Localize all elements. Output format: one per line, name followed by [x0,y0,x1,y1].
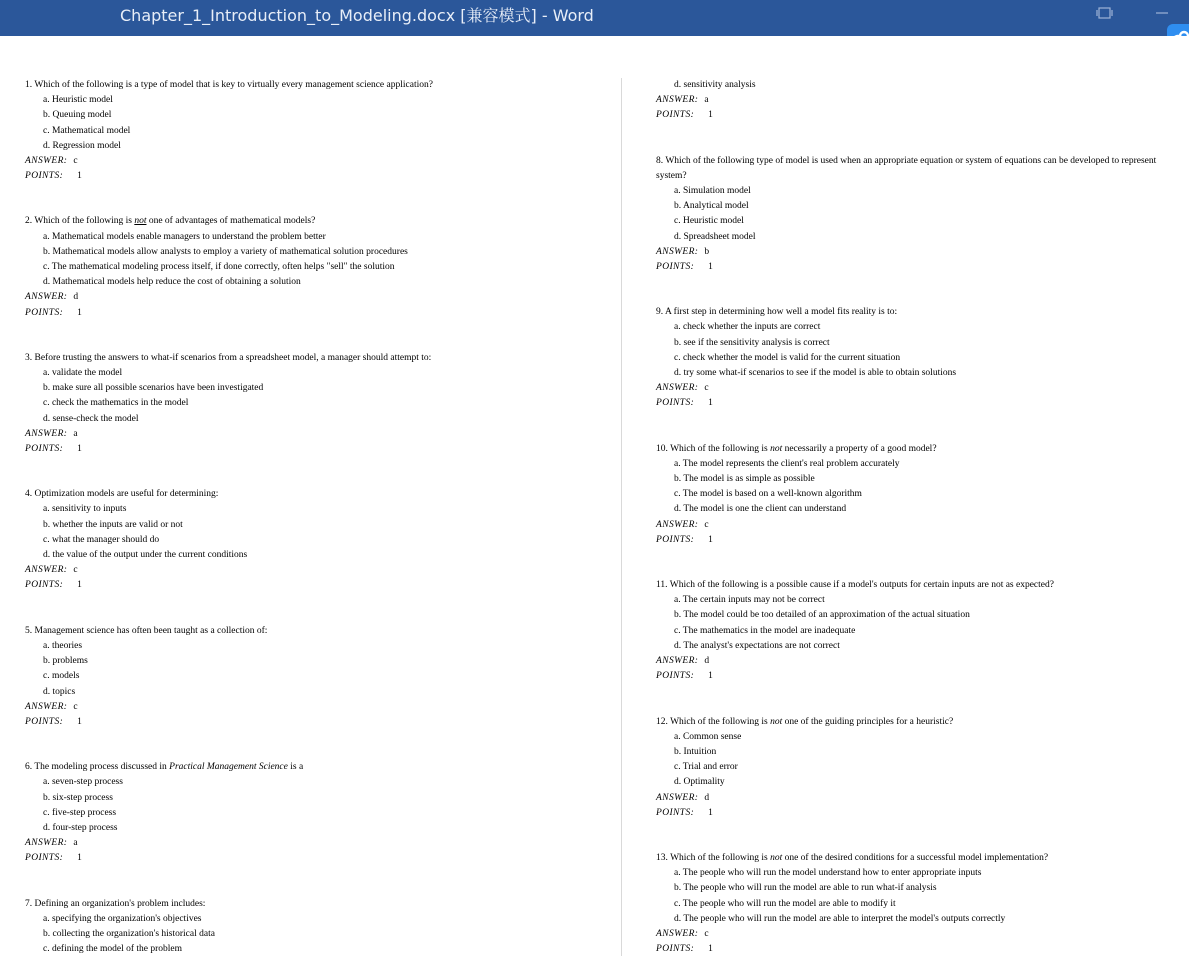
question-5 [25,624,615,730]
points-label: POINTS: [656,944,695,955]
answer-option: c. check whether the model is valid for the current situation [674,352,901,363]
points-label: POINTS: [25,444,64,455]
answer-option: c. check the mathematics in the model [43,398,189,409]
answer-option: b. see if the sensitivity analysis is correct [674,337,830,348]
answer-option: c. five-step process [43,807,117,818]
question-10 [656,442,1189,548]
answer-option: c. Mathematical model [43,125,131,136]
minimize-button[interactable] [1150,4,1174,22]
question-text [656,442,1189,457]
question-6 [25,760,615,866]
answer-value: a [73,428,78,439]
question-text [25,78,615,93]
answer-option: d. topics [43,686,76,697]
question-text-end: one of advantages of mathematical models? [146,216,316,227]
points-value: 1 [708,110,713,121]
answer-label: ANSWER: [25,156,68,167]
answer-option: b. Mathematical models allow analysts to employ a variety of mathematical solution procedures [43,246,408,257]
question-3 [25,351,615,457]
answer-line [25,563,615,578]
question-4 [25,487,615,593]
question-text [656,715,1189,730]
question-spacer [25,867,615,897]
points-value: 1 [77,853,82,864]
question-text-start: 12. Which of the following is [656,716,771,727]
answer-option: a. seven-step process [43,777,123,788]
points-value: 1 [708,534,713,545]
right-column [656,78,1189,957]
answer-label: ANSWER: [656,928,699,939]
points-value: 1 [708,262,713,273]
answer-option: c. what the manager should do [43,534,160,545]
answer-line [25,700,615,715]
question-text-end: is a [287,762,304,773]
question-text [656,154,1189,169]
question-12 [656,715,1189,821]
question-text-start: 8. Which of the following type of model is used when an appropriate equation or system of equations can be developed to represent [656,155,1157,166]
points-value: 1 [77,171,82,182]
points-label: POINTS: [656,110,695,121]
question-7 [25,897,615,958]
answer-option: b. whether the inputs are valid or not [43,519,183,530]
points-line [25,715,615,730]
question-text-start: 13. Which of the following is [656,852,771,863]
answer-label: ANSWER: [25,292,68,303]
answer-option: d. four-step process [43,822,118,833]
restore-icon [1094,4,1116,22]
points-line [656,396,1189,411]
points-value: 1 [77,580,82,591]
title-bar [0,0,1189,36]
answer-option: c. The mathematics in the model are inadequate [674,625,856,636]
answer-value: c [73,565,78,576]
answer-option: a. Mathematical models enable managers to understand the problem better [43,231,326,242]
option-7-d: d. sensitivity analysis [674,80,756,90]
question-text-start: 10. Which of the following is [656,443,771,454]
answer-option: d. The people who will run the model are able to interpret the model's outputs correctly [674,913,1006,924]
question-spacer [656,821,1189,851]
question-spacer [656,124,1189,154]
points-line [656,942,1189,957]
answer-label: ANSWER: [25,428,68,439]
points-label: POINTS: [656,671,695,682]
answer-line [656,654,1189,669]
question-text [25,760,615,775]
question-9 [656,305,1189,411]
points-value: 1 [77,444,82,455]
answer-option: b. The model is as simple as possible [674,474,815,485]
answer-label: ANSWER: [656,383,699,394]
points-line-7 [656,108,1189,123]
answer-option: a. The certain inputs may not be correct [674,595,825,606]
question-text-end: one of the guiding principles for a heuristic? [782,716,954,727]
answer-option: c. models [43,671,80,682]
points-label: POINTS: [656,262,695,273]
points-label: POINTS: [25,853,64,864]
answer-option: a. theories [43,640,83,651]
answer-option: a. Simulation model [674,186,751,197]
question-text-start: 5. Management science has often been taught as a collection of: [25,625,268,636]
answer-value: c [704,519,709,530]
points-value: 1 [77,307,82,318]
answer-line-7 [656,93,1189,108]
answer-option: a. specifying the organization's objectives [43,913,202,924]
answer-line [25,290,615,305]
answer-option: b. Intuition [674,746,717,757]
answer-option: a. sensitivity to inputs [43,504,127,515]
points-label: POINTS: [25,307,64,318]
answer-option: d. Regression model [43,140,121,151]
answer-option: a. Common sense [674,731,742,742]
question-text [25,214,615,229]
answer-option: d. the value of the output under the current conditions [43,550,248,561]
answer-value: a [704,95,709,106]
points-label: POINTS: [25,580,64,591]
answer-option: c. Trial and error [674,762,738,773]
answer-value: d [73,292,79,303]
answer-option: d. The analyst's expectations are not correct [674,640,840,651]
question-text-start: 1. Which of the following is a type of model that is key to virtually every management science application? [25,80,433,90]
question-spacer [25,594,615,624]
answer-line [25,154,615,169]
question-text-start: 11. Which of the following is a possible cause if a model's outputs for certain inputs are not as expected? [656,580,1054,591]
answer-line [656,518,1189,533]
answer-line [25,427,615,442]
question-text-line2: system? [656,170,687,181]
question-text-end: necessarily a property of a good model? [782,443,937,454]
answer-value: b [704,246,710,257]
answer-option: b. The model could be too detailed of an approximation of the actual situation [674,610,970,621]
answer-option: d. Mathematical models help reduce the cost of obtaining a solution [43,277,301,288]
question-spacer [25,321,615,351]
points-line [656,806,1189,821]
question-text-emphasis: not [134,216,147,227]
answer-option: c. The model is based on a well-known algorithm [674,489,862,500]
points-value: 1 [708,944,713,955]
question-1 [25,78,615,184]
points-line [25,578,615,593]
question-text-start: 3. Before trusting the answers to what-if scenarios from a spreadsheet model, a manager should attempt to: [25,352,432,363]
question-text [656,578,1189,593]
answer-option: a. The model represents the client's real problem accurately [674,458,900,469]
answer-option: d. try some what-if scenarios to see if the model is able to obtain solutions [674,368,957,379]
answer-label: ANSWER: [25,838,68,849]
question-text [25,487,615,502]
question-spacer [25,184,615,214]
points-value: 1 [708,671,713,682]
column-divider [621,78,622,956]
answer-label: ANSWER: [656,519,699,530]
points-line [656,669,1189,684]
question-text [25,351,615,366]
answer-value: c [73,156,78,167]
points-line [25,169,615,184]
points-value: 1 [77,716,82,727]
points-value: 1 [708,398,713,409]
answer-option: b. The people who will run the model are able to run what-if analysis [674,883,937,894]
question-2 [25,214,615,320]
question-text-start: 2. Which of the following is [25,216,135,227]
window-title: Chapter_1_Introduction_to_Modeling.docx [兼容模式] - Word [120,6,594,25]
answer-option: c. The people who will run the model are able to modify it [674,898,896,909]
points-label: POINTS: [25,171,64,182]
question-text [25,624,615,639]
question-text-emphasis: not [770,716,783,727]
answer-value: c [73,701,78,712]
answer-line [656,381,1189,396]
question-text-emphasis: Practical Management Science [169,762,288,773]
answer-option: a. check whether the inputs are correct [674,322,821,333]
question-spacer [656,412,1189,442]
left-column [25,78,615,957]
answer-value: d [704,656,710,667]
points-value: 1 [708,807,713,818]
question-text [656,305,1189,320]
question-7-continued [656,78,1189,124]
answer-option: b. collecting the organization's historical data [43,928,215,939]
points-line [25,306,615,321]
answer-option: b. six-step process [43,792,113,803]
answer-label: ANSWER: [656,656,699,667]
answer-line [656,245,1189,260]
answer-option: d. The model is one the client can understand [674,504,847,515]
question-spacer [25,730,615,760]
points-label: POINTS: [656,807,695,818]
points-line [25,851,615,866]
question-13 [656,851,1189,957]
points-label: POINTS: [25,716,64,727]
answer-option: c. defining the model of the problem [43,944,183,955]
question-text-start: 7. Defining an organization's problem includes: [25,898,206,909]
answer-option: b. problems [43,656,88,667]
restore-window-button[interactable] [1094,4,1116,22]
answer-option: d. sense-check the model [43,413,139,424]
answer-option: a. Heuristic model [43,95,113,106]
question-text [25,897,615,912]
question-text-emphasis: not [770,852,783,863]
answer-label: ANSWER: [656,246,699,257]
answer-option: a. The people who will run the model understand how to enter appropriate inputs [674,868,982,879]
answer-value: a [73,838,78,849]
answer-option: c. Heuristic model [674,216,744,227]
answer-option: b. Analytical model [674,201,749,212]
points-label: POINTS: [656,398,695,409]
answer-label: ANSWER: [25,565,68,576]
question-spacer [656,685,1189,715]
answer-label: ANSWER: [25,701,68,712]
question-8 [656,154,1189,276]
question-spacer [656,548,1189,578]
points-line [656,533,1189,548]
answer-option: d. Optimality [674,777,725,788]
question-text [656,851,1189,866]
document-page [0,36,1189,970]
minimize-icon [1150,4,1174,22]
question-text-emphasis: not [770,443,783,454]
question-spacer [656,275,1189,305]
answer-value: c [704,928,709,939]
answer-line [656,927,1189,942]
points-label: POINTS: [656,534,695,545]
answer-option: b. make sure all possible scenarios have been investigated [43,383,264,394]
question-11 [656,578,1189,684]
question-spacer [25,457,615,487]
points-line [25,442,615,457]
question-text-start: 6. The modeling process discussed in [25,762,170,773]
answer-option: a. validate the model [43,368,123,379]
answer-line [25,836,615,851]
answer-line [656,791,1189,806]
answer-label: ANSWER: [656,792,699,803]
answer-option: d. Spreadsheet model [674,231,756,242]
question-text-start: 4. Optimization models are useful for determining: [25,489,219,500]
answer-option: c. The mathematical modeling process itself, if done correctly, often helps "sell" the solution [43,262,395,273]
answer-option: b. Queuing model [43,110,112,121]
answer-label: ANSWER: [656,95,699,106]
question-text-end: one of the desired conditions for a successful model implementation? [782,852,1049,863]
points-line [656,260,1189,275]
answer-value: d [704,792,710,803]
question-text-start: 9. A first step in determining how well a model fits reality is to: [656,307,898,318]
answer-value: c [704,383,709,394]
